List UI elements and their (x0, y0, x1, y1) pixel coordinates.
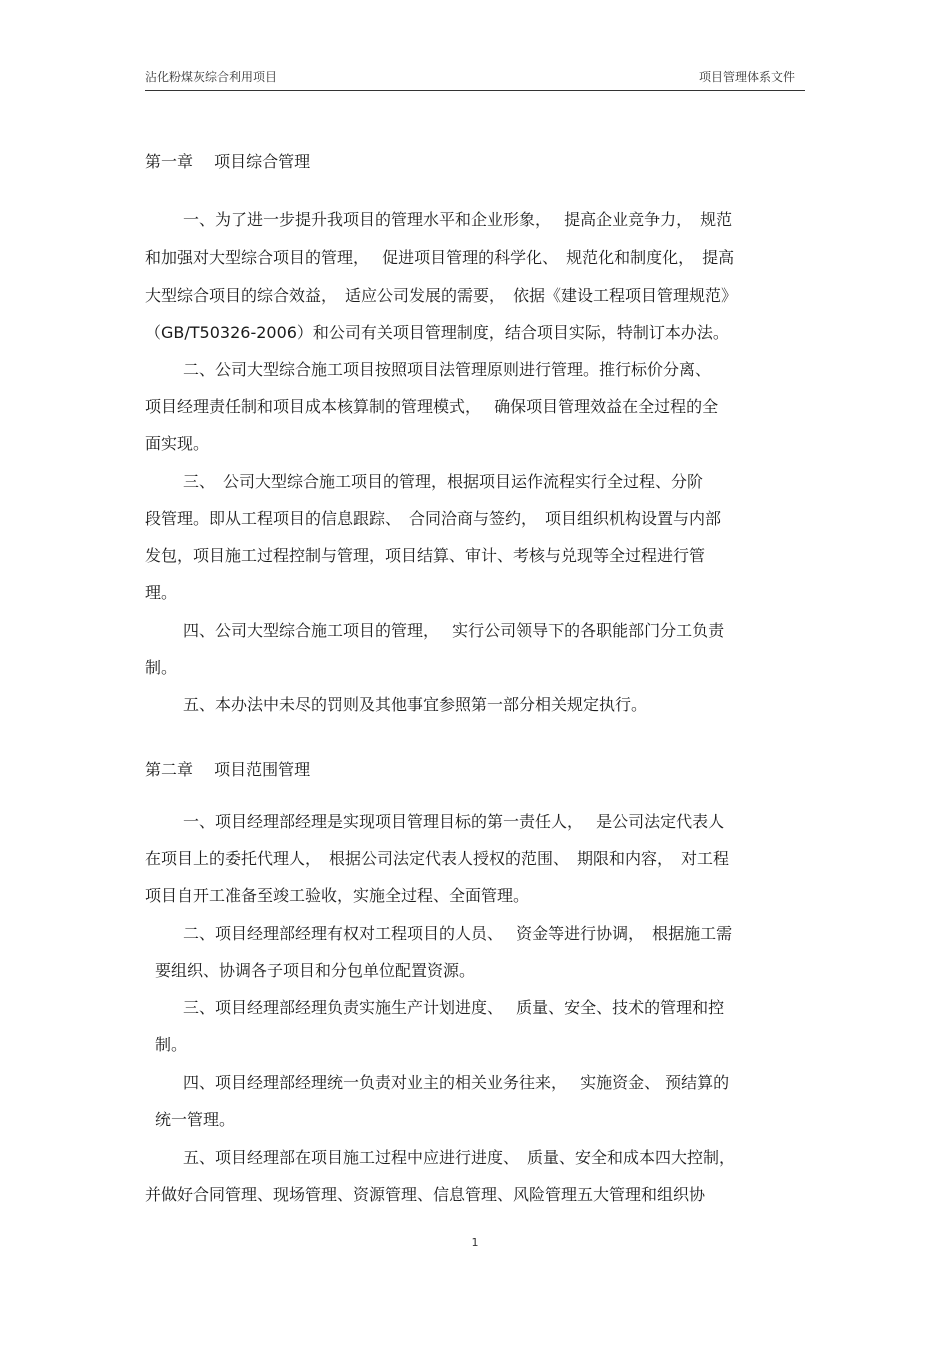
paragraph-line: 和加强对大型综合项目的管理， 促进项目管理的科学化、 规范化和制度化， 提高 (145, 248, 735, 267)
paragraph-line: 统一管理。 (155, 1110, 236, 1129)
paragraph-line: 在项目上的委托代理人， 根据公司法定代表人授权的范围、 期限和内容， 对工程 (145, 849, 730, 868)
paragraph-line: 四、项目经理部经理统一负责对业主的相关业务往来， 实施资金、 预结算的 (183, 1073, 730, 1092)
paragraph-line: 三、 公司大型综合施工项目的管理，根据项目运作流程实行全过程、分阶 (183, 472, 704, 491)
paragraph-line: 并做好合同管理、现场管理、资源管理、信息管理、风险管理五大管理和组织协 (145, 1185, 706, 1204)
chapter-1-title: 第一章 项目综合管理 (145, 152, 311, 171)
header-project-name: 沾化粉煤灰综合利用项目 (145, 70, 278, 84)
paragraph-line: 面实现。 (145, 434, 210, 453)
paragraph-line: 段管理。即从工程项目的信息跟踪、 合同洽商与签约， 项目组织机构设置与内部 (145, 509, 722, 528)
paragraph-line: 发包，项目施工过程控制与管理，项目结算、审计、考核与兑现等全过程进行管 (145, 546, 706, 565)
paragraph-line: 一、为了进一步提升我项目的管理水平和企业形象， 提高企业竞争力， 规范 (183, 210, 733, 229)
page-number: 1 (471, 1236, 479, 1249)
paragraph-line: 理。 (145, 583, 178, 602)
paragraph-line: 三、项目经理部经理负责实施生产计划进度、 质量、安全、技术的管理和控 (183, 998, 725, 1017)
header-document-type: 项目管理体系文件 (698, 70, 795, 84)
paragraph-line: 一、项目经理部经理是实现项目管理目标的第一责任人， 是公司法定代表人 (183, 812, 725, 831)
paragraph-line: 要组织、协调各子项目和分包单位配置资源。 (155, 961, 476, 980)
page-header (145, 66, 805, 91)
paragraph-line: 项目自开工准备至竣工验收，实施全过程、全面管理。 (145, 886, 530, 905)
paragraph-line: 五、本办法中未尽的罚则及其他事宜参照第一部分相关规定执行。 (183, 695, 648, 714)
paragraph-line: （GB/T50326-2006）和公司有关项目管理制度，结合项目实际，特制订本办法。 (145, 323, 729, 342)
paragraph-line: 制。 (155, 1035, 188, 1054)
paragraph-line: 制。 (145, 658, 178, 677)
paragraph-line: 五、项目经理部在项目施工过程中应进行进度、 质量、安全和成本四大控制， (183, 1148, 736, 1167)
paragraph-line: 四、公司大型综合施工项目的管理， 实行公司领导下的各职能部门分工负责 (183, 621, 725, 640)
chapter-2-title: 第二章 项目范围管理 (145, 760, 311, 779)
paragraph-line: 大型综合项目的综合效益， 适应公司发展的需要， 依据《建设工程项目管理规范》 (145, 286, 738, 305)
paragraph-line: 项目经理责任制和项目成本核算制的管理模式， 确保项目管理效益在全过程的全 (145, 397, 719, 416)
paragraph-line: 二、项目经理部经理有权对工程项目的人员、 资金等进行协调， 根据施工需 (183, 924, 733, 943)
paragraph-line: 二、公司大型综合施工项目按照项目法管理原则进行管理。推行标价分离、 (183, 360, 712, 379)
